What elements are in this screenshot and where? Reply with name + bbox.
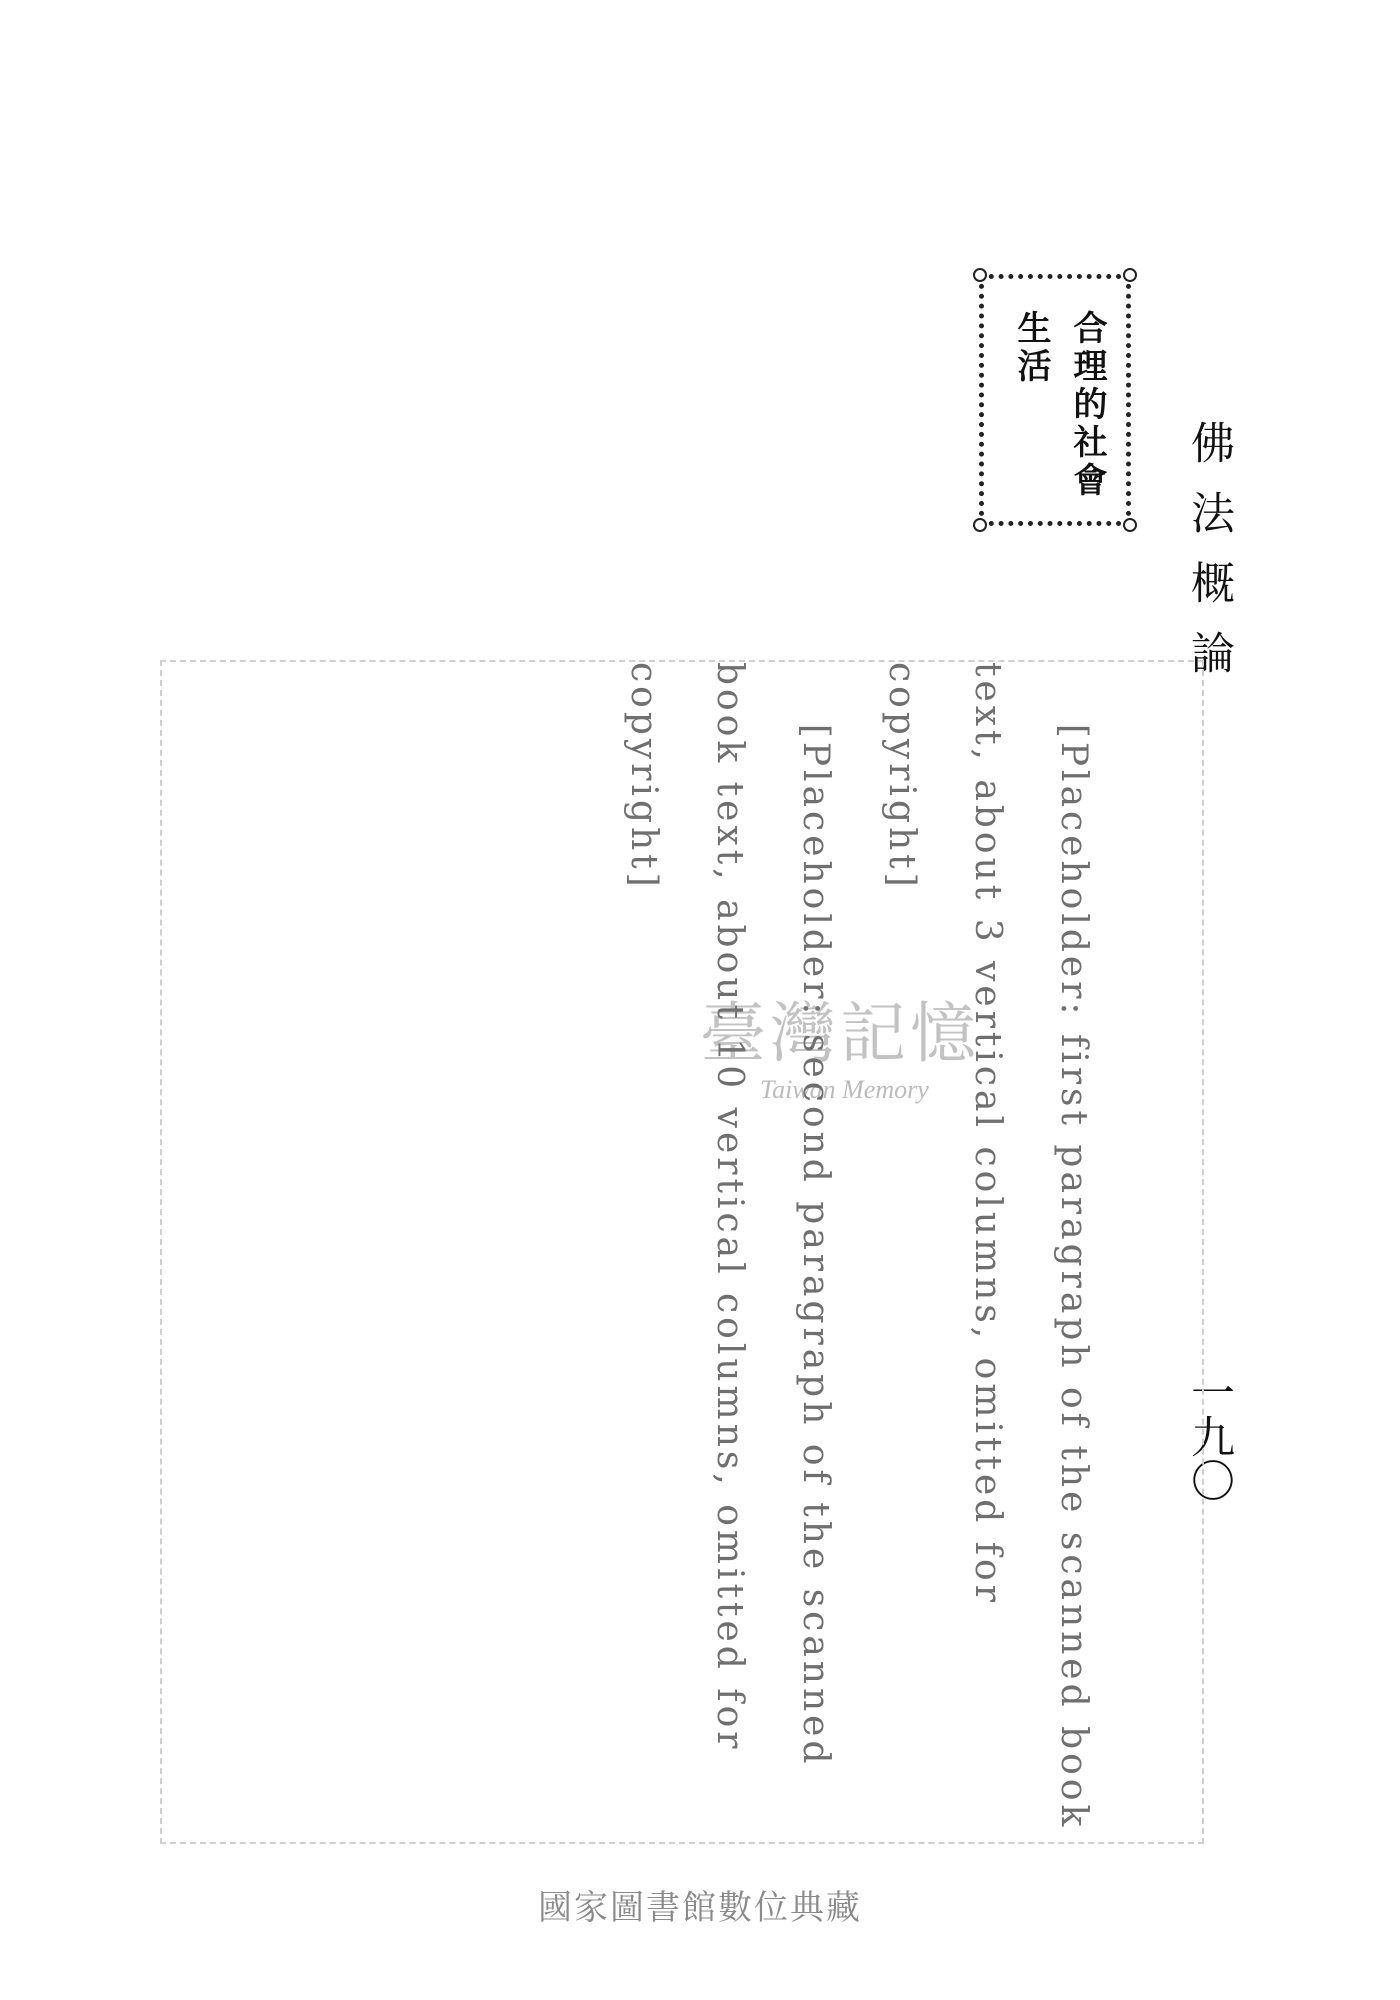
corner-circle: [1123, 268, 1137, 282]
section-heading: 合理的社會生活: [1011, 310, 1107, 500]
corner-circle: [973, 268, 987, 282]
watermark-sub: Taiwan Memory: [760, 1075, 929, 1104]
footer-caption: 國家圖書館數位典藏: [538, 1888, 862, 1928]
corner-circle: [1123, 518, 1137, 532]
paragraph-2: [Placeholder: second paragraph of the scanned book text, about 10 vertical columns, omitted for copyright]: [623, 662, 836, 1783]
running-head: 佛法概論: [1183, 420, 1234, 700]
page-number: 一九〇: [1183, 1370, 1234, 1502]
corner-circle: [973, 518, 987, 532]
body-text: [160, 660, 1204, 1844]
paragraph-1: [Placeholder: first paragraph of the scanned book text, about 3 vertical columns, omitted for copyright]: [881, 662, 1094, 1846]
watermark-main: 臺灣記憶: [700, 995, 980, 1072]
section-heading-box: [965, 260, 1145, 540]
